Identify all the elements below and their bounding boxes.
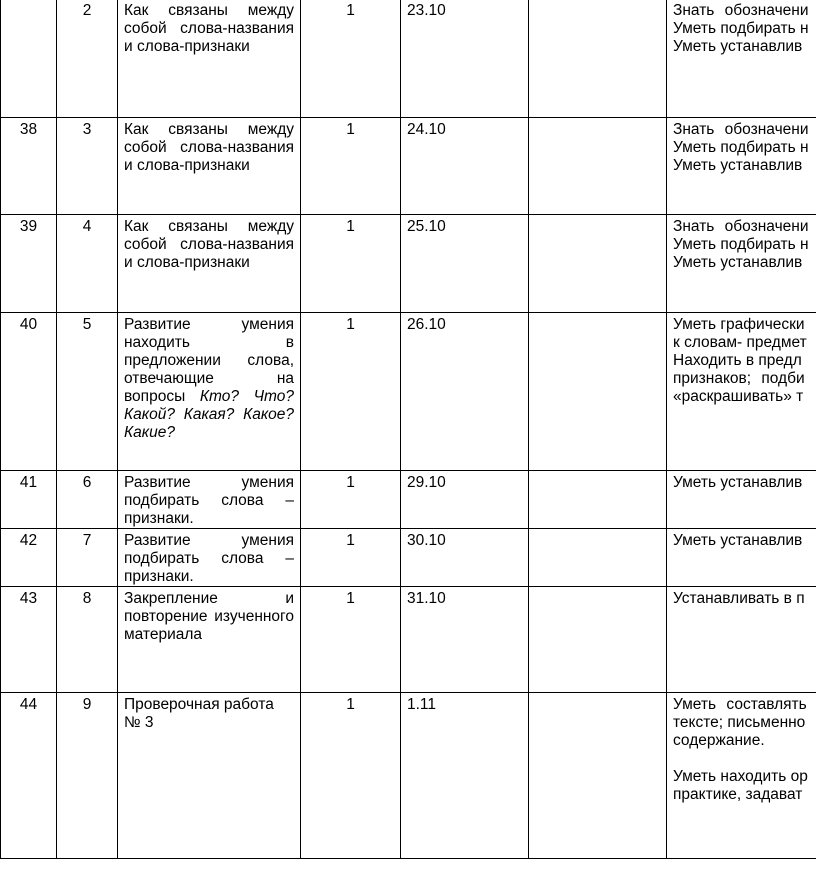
result-line: практике, задават	[673, 786, 803, 803]
planned-date-cell: 29.10	[401, 471, 529, 529]
results-cell	[667, 471, 816, 529]
planned-date-cell: 31.10	[401, 587, 529, 693]
planned-date-cell: 1.11	[401, 693, 529, 859]
table-row	[1, 118, 816, 215]
result-line: Уметь устанавлив	[673, 532, 803, 549]
hours-cell: 1	[301, 215, 401, 313]
result-line: Уметь находить ор	[673, 768, 808, 785]
result-line	[673, 750, 816, 768]
table-row	[1, 215, 816, 313]
hours-cell: 1	[301, 529, 401, 587]
row-number-cell	[1, 0, 57, 118]
result-line: Уметь устанавлив	[673, 474, 803, 491]
hours-cell: 1	[301, 118, 401, 215]
result-line: содержание.	[673, 732, 765, 749]
results-cell	[667, 587, 816, 693]
row-number-cell: 44	[1, 693, 57, 859]
result-line: тексте; письменно	[673, 714, 806, 731]
table-row	[1, 313, 816, 471]
result-line: Уметь устанавлив	[673, 38, 803, 55]
table-row	[1, 587, 816, 693]
planned-date-cell: 30.10	[401, 529, 529, 587]
actual-date-cell	[529, 313, 667, 471]
row-number-cell: 39	[1, 215, 57, 313]
table-row	[1, 529, 816, 587]
topic-cell: Развитие умения подбирать слова – признаки.	[118, 529, 301, 587]
table-row	[1, 0, 816, 118]
actual-date-cell	[529, 0, 667, 118]
result-line: Знать обозначени	[673, 121, 809, 138]
results-cell	[667, 215, 816, 313]
topic-cell: Развитие умения подбирать слова – признаки.	[118, 471, 301, 529]
hours-cell: 1	[301, 587, 401, 693]
actual-date-cell	[529, 693, 667, 859]
hours-cell: 1	[301, 0, 401, 118]
topic-cell: Как связаны между собой слова-названия и слова-признаки	[118, 0, 301, 118]
result-line: признаков; подби	[673, 370, 805, 387]
row-number-cell: 42	[1, 529, 57, 587]
lesson-number-cell: 6	[57, 471, 118, 529]
planned-date-cell: 25.10	[401, 215, 529, 313]
actual-date-cell	[529, 587, 667, 693]
lesson-number-cell: 5	[57, 313, 118, 471]
result-line: Уметь графически	[673, 316, 805, 333]
topic-questions: Кто? Что? Какой? Какая? Какое? Какие?	[124, 388, 294, 441]
result-line: Уметь составлять	[673, 696, 807, 713]
topic-cell: Проверочная работа № 3	[118, 693, 301, 859]
result-line: Уметь подбирать н	[673, 236, 809, 253]
topic-cell: Закрепление и повторение изученного материала	[118, 587, 301, 693]
lesson-number-cell: 2	[57, 0, 118, 118]
row-number-cell: 43	[1, 587, 57, 693]
hours-cell: 1	[301, 471, 401, 529]
lesson-number-cell: 8	[57, 587, 118, 693]
hours-cell: 1	[301, 313, 401, 471]
lesson-number-cell: 7	[57, 529, 118, 587]
result-line: Уметь устанавлив	[673, 157, 803, 174]
result-line: Находить в предл	[673, 352, 802, 369]
result-line: Знать обозначени	[673, 2, 809, 19]
topic-cell: Как связаны между собой слова-названия и слова-признаки	[118, 118, 301, 215]
results-cell	[667, 529, 816, 587]
actual-date-cell	[529, 118, 667, 215]
hours-cell: 1	[301, 693, 401, 859]
results-cell	[667, 0, 816, 118]
lesson-number-cell: 4	[57, 215, 118, 313]
result-line: Устанавливать в п	[673, 590, 805, 607]
result-line: «раскрашивать» т	[673, 388, 804, 405]
row-number-cell: 41	[1, 471, 57, 529]
result-line: к словам- предмет	[673, 334, 807, 351]
result-line: Уметь устанавлив	[673, 254, 803, 271]
result-line: Уметь подбирать н	[673, 20, 809, 37]
result-line: Знать обозначени	[673, 218, 809, 235]
lesson-number-cell: 3	[57, 118, 118, 215]
actual-date-cell	[529, 529, 667, 587]
topic-cell	[118, 313, 301, 471]
result-line: Уметь подбирать н	[673, 139, 809, 156]
results-cell	[667, 693, 816, 859]
actual-date-cell	[529, 471, 667, 529]
table-row	[1, 471, 816, 529]
actual-date-cell	[529, 215, 667, 313]
table-row	[1, 693, 816, 859]
row-number-cell: 38	[1, 118, 57, 215]
planned-date-cell: 26.10	[401, 313, 529, 471]
planned-date-cell: 23.10	[401, 0, 529, 118]
results-cell	[667, 313, 816, 471]
results-cell	[667, 118, 816, 215]
row-number-cell: 40	[1, 313, 57, 471]
planned-date-cell: 24.10	[401, 118, 529, 215]
topic-cell: Как связаны между собой слова-названия и слова-признаки	[118, 215, 301, 313]
lesson-number-cell: 9	[57, 693, 118, 859]
topic-text: Развитие умения находить в предложении слова, отвечающие на вопросы	[124, 316, 294, 405]
